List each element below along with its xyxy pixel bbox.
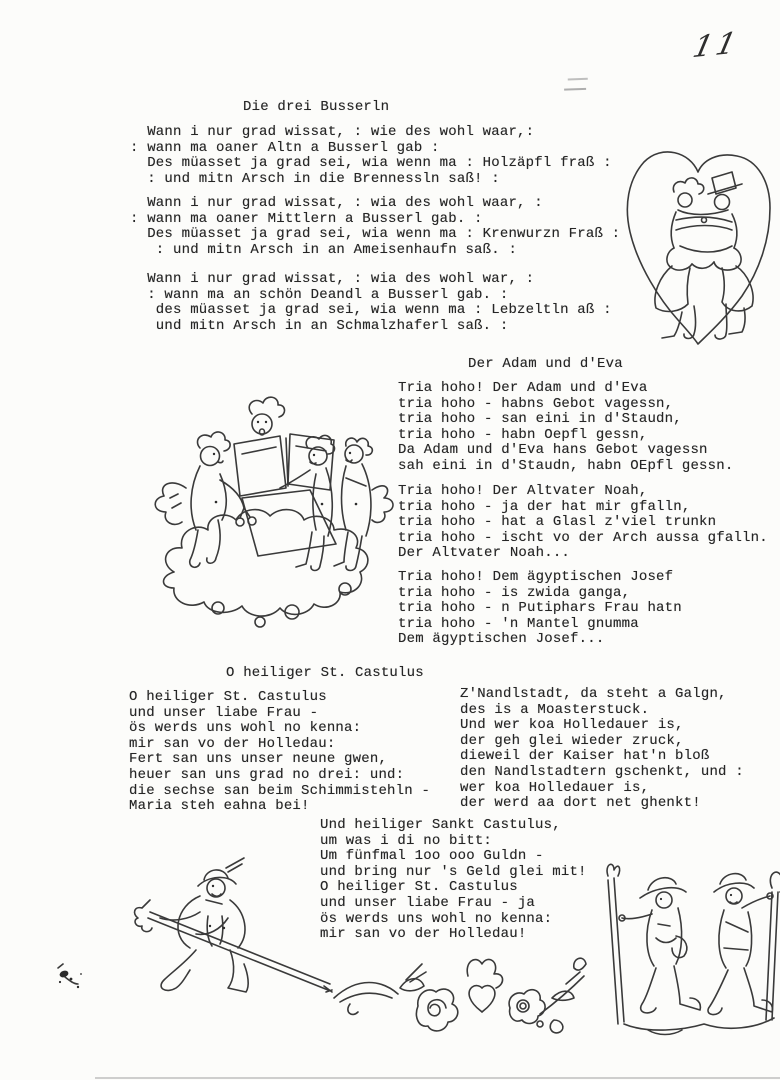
adam-eva-stanza-3	[398, 570, 682, 648]
text-line: um was i di no bitt:	[320, 832, 493, 849]
text-line: Z'Nandlstadt, da steht a Galgn,	[460, 686, 727, 702]
heart-dancing-couple-illustration	[618, 140, 778, 348]
text-line: Um fünfmal 1oo ooo Guldn -	[320, 848, 544, 865]
text-line: tria hoho - ja der hat mir gfalln,	[398, 498, 691, 515]
text-line: Und wer koa Holledauer is,	[460, 717, 684, 734]
text-line: dieweil der Kaiser hat'n bloß	[460, 748, 710, 765]
text-line: tria hoho - n Putiphars Frau hatn	[398, 600, 682, 617]
text-line: Tria hoho! Der Altvater Noah,	[398, 483, 648, 499]
scythe-man-illustration	[112, 856, 338, 1018]
busserln-stanza-3	[130, 272, 612, 334]
text-line: mir san vo der Holledau:	[129, 735, 336, 752]
text-line: tria hoho - habn Oepfl gessn,	[398, 426, 648, 443]
text-line: Tria hoho! Der Adam und d'Eva	[398, 380, 648, 396]
text-line: tria hoho - 'n Mantel gnumma	[398, 615, 639, 632]
text-line: : und mitn Arsch in an Ameisenhaufn saß. :	[130, 241, 518, 258]
text-line: des is a Moasterstuck.	[460, 701, 650, 718]
text-line: O heiliger St. Castulus	[320, 879, 518, 896]
castulus-right-column	[460, 687, 744, 812]
text-line: O heiliger St. Castulus	[129, 689, 327, 705]
scan-edge-shadow	[95, 1077, 780, 1079]
text-line: Der Altvater Noah...	[398, 545, 571, 562]
text-line: tria hoho - habns Gebot vagessn,	[398, 395, 674, 412]
text-line: : wann ma oaner Altn a Busserl gab :	[130, 139, 440, 156]
flower-garland-illustration	[330, 946, 586, 1044]
text-line: heuer san uns grad no drei: und:	[129, 766, 405, 783]
text-line: tria hoho - is zwida ganga,	[398, 584, 631, 601]
text-line: ös werds uns wohl no kenna:	[129, 720, 362, 737]
busserln-stanza-1	[130, 125, 612, 187]
handwritten-page-number: 11	[689, 25, 743, 66]
text-line: der geh glei wieder zruck,	[460, 732, 684, 749]
text-line: tria hoho - hat a Glasl z'viel trunkn	[398, 514, 717, 531]
text-line: Des müasset ja grad sei, wia wenn ma : Krenwurzn Fraß :	[130, 226, 621, 243]
text-line: Und heiliger Sankt Castulus,	[320, 817, 561, 833]
text-line: Wann i nur grad wissat, : wia des wohl war, :	[130, 271, 535, 287]
text-line: des müasset ja grad sei, wia wenn ma : Lebzeltln aß :	[130, 302, 612, 319]
text-line: Dem ägyptischen Josef...	[398, 631, 605, 648]
text-line: wer koa Holledauer is,	[460, 779, 650, 796]
text-line: Tria hoho! Dem ägyptischen Josef	[398, 569, 674, 585]
text-line: sah eini in d'Staudn, habn OEpfl gessn.	[398, 457, 734, 474]
castulus-closing-stanza	[320, 818, 587, 943]
text-line: den Nandlstadtern gschenkt, und :	[460, 763, 744, 780]
text-line: Des müasset ja grad sei, wia wenn ma : Holzäpfl fraß :	[130, 155, 612, 172]
text-line: Da Adam und d'Eva hans Gebot vagessn	[398, 442, 708, 459]
song-title-die-drei-busserln: Die drei Busserln	[243, 99, 390, 115]
text-line: der werd aa dort net ghenkt!	[460, 795, 701, 812]
text-line: Maria steh eahna bei!	[129, 798, 310, 815]
text-line: und bring nur 's Geld glei mit!	[320, 863, 587, 880]
text-line: und mitn Arsch in an Schmalzhaferl saß. :	[130, 317, 509, 334]
text-line: ös werds uns wohl no kenna:	[320, 910, 553, 927]
wanderers-illustration	[588, 852, 780, 1048]
text-line: und unser liabe Frau -	[129, 704, 319, 721]
text-line: Wann i nur grad wissat, : wie des wohl waar,:	[130, 124, 535, 140]
text-line: mir san vo der Holledau!	[320, 926, 527, 943]
text-line: tria hoho - ischt vo der Arch aussa gfalln.	[398, 529, 768, 546]
text-line: die sechse san beim Schimmistehln -	[129, 782, 431, 799]
smudge-mark	[562, 77, 603, 94]
text-line: Wann i nur grad wissat, : wia des wohl waar, :	[130, 195, 543, 211]
busserln-stanza-2	[130, 196, 620, 258]
text-line: tria hoho - san eini in d'Staudn,	[398, 411, 682, 428]
song-title-castulus: O heiliger St. Castulus	[226, 665, 424, 681]
text-line: Fert san uns unser neune gwen,	[129, 751, 388, 768]
text-line: : wann ma oaner Mittlern a Busserl gab. :	[130, 210, 483, 227]
adam-eva-stanza-1	[398, 381, 733, 475]
ink-blot	[50, 960, 94, 1004]
text-line: : und mitn Arsch in die Brennessln saß! :	[130, 170, 500, 187]
song-title-adam-und-eva: Der Adam und d'Eva	[468, 356, 623, 372]
castulus-left-column	[129, 690, 430, 815]
text-line: und unser liabe Frau - ja	[320, 894, 536, 911]
text-line: : wann ma an schön Deandl a Busserl gab. :	[130, 286, 509, 303]
adam-eva-stanza-2	[398, 484, 768, 562]
cherub-choir-illustration	[140, 386, 392, 638]
